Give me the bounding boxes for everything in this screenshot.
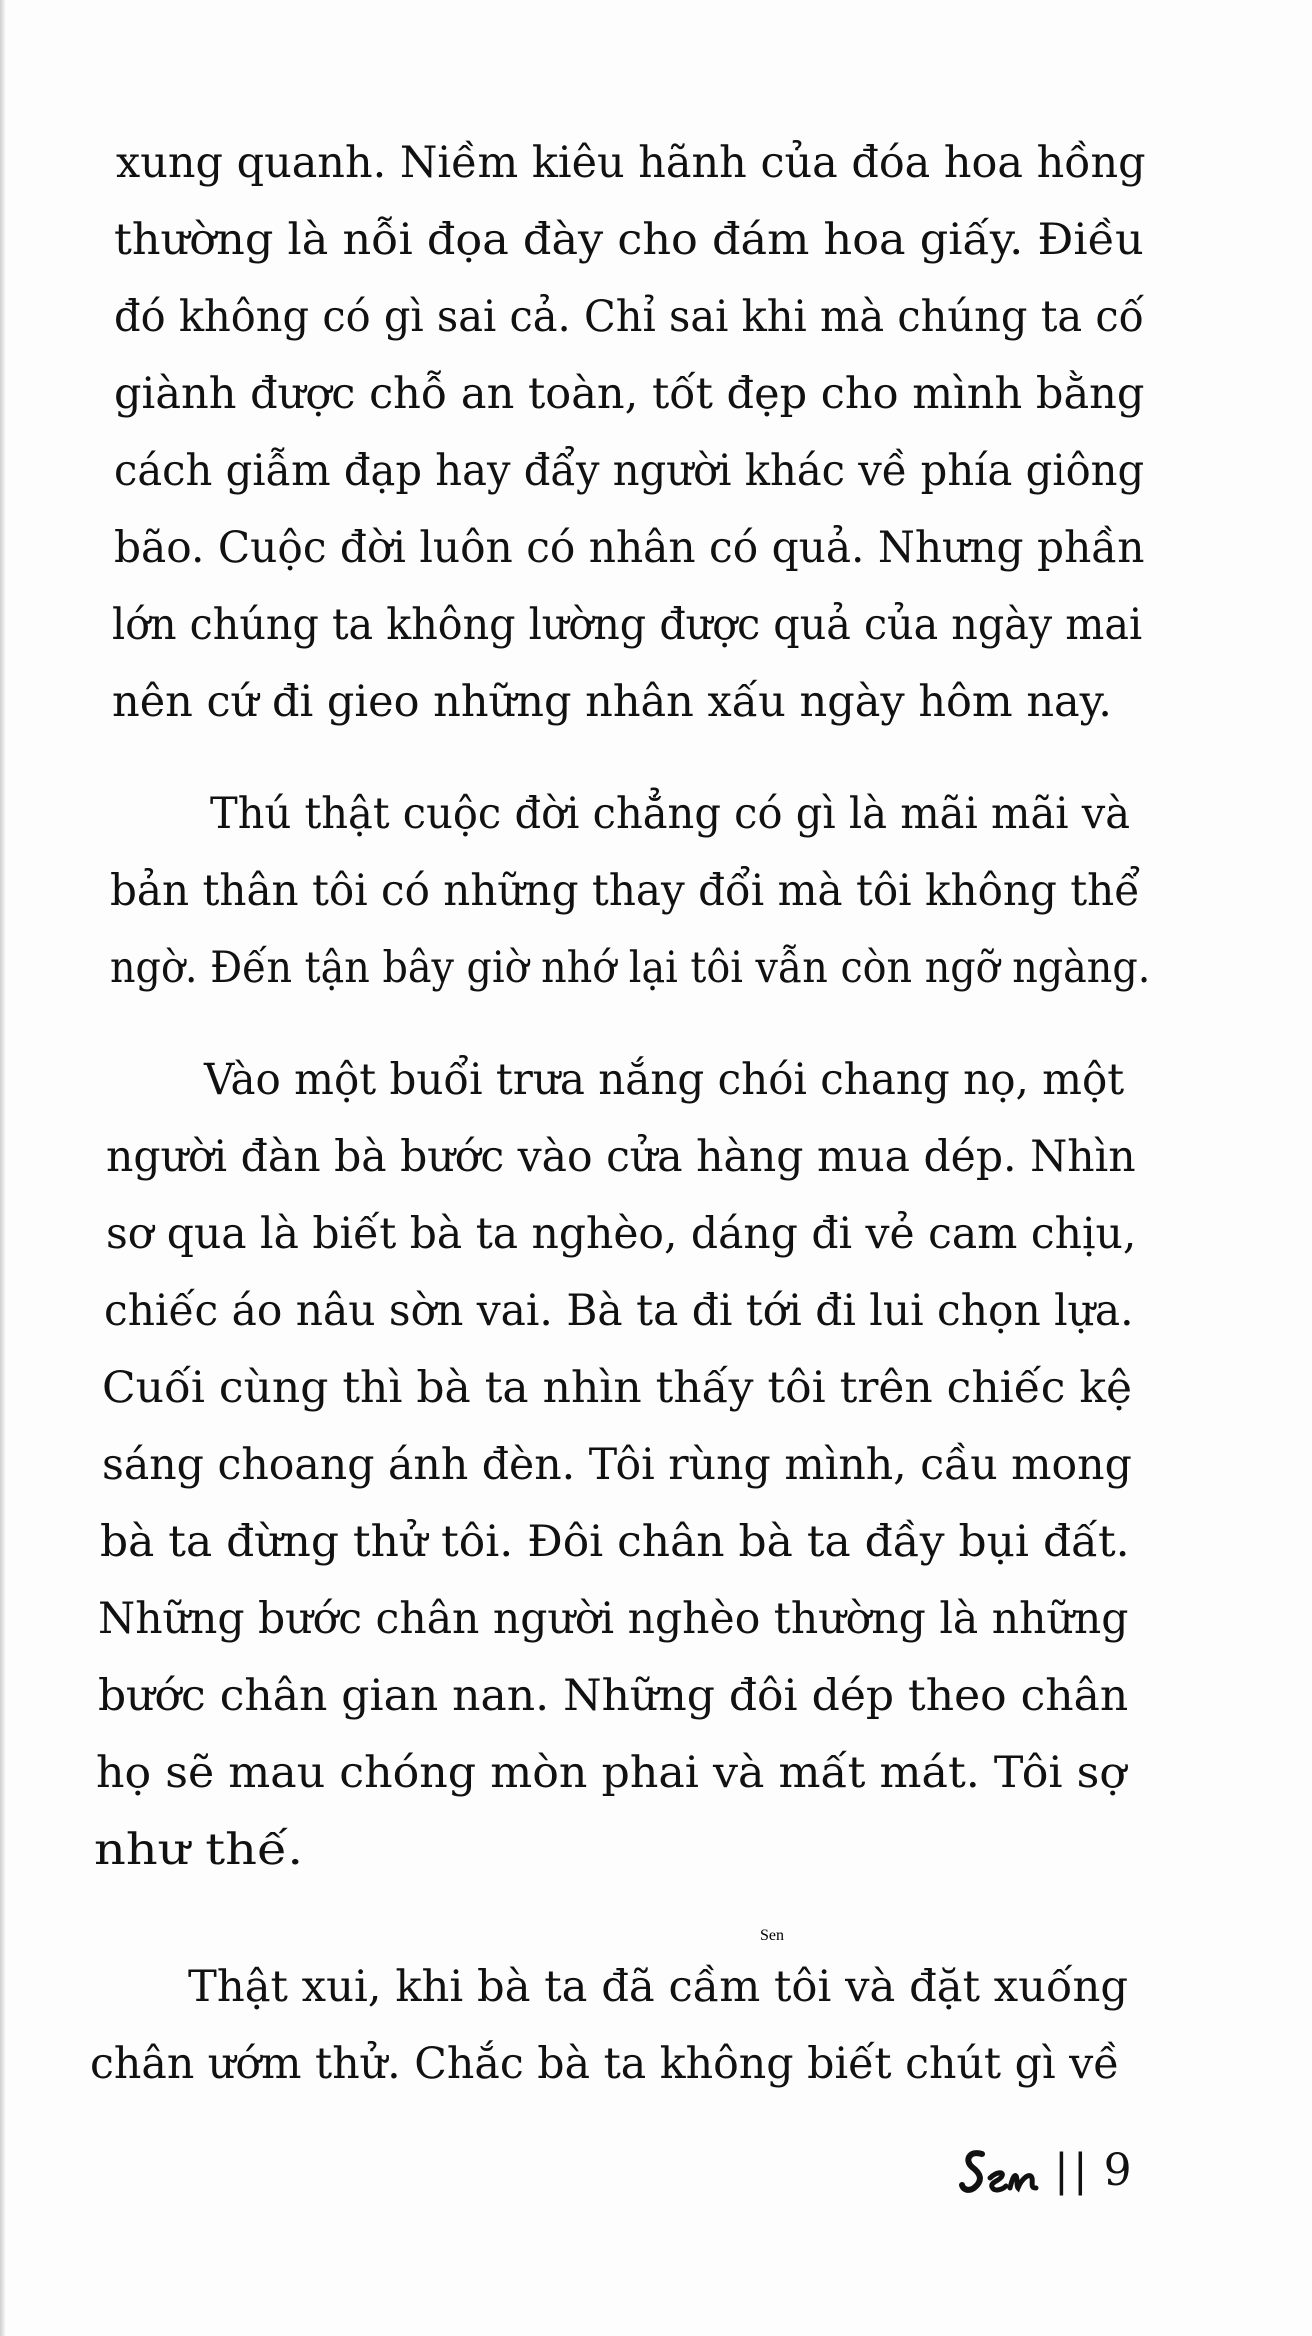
text-line: Thật xui, khi bà ta đã cầm tôi và đặt xuống — [188, 1962, 1129, 2012]
text-line: giành được chỗ an toàn, tốt đẹp cho mình bằng — [114, 369, 1145, 419]
text-line: họ sẽ mau chóng mòn phai và mất mát. Tôi sợ — [96, 1748, 1127, 1798]
text-line: nên cứ đi gieo những nhân xấu ngày hôm nay. — [112, 677, 1112, 727]
text-line: bước chân gian nan. Những đôi dép theo chân — [98, 1671, 1129, 1721]
text-line: như thế. — [94, 1825, 304, 1875]
page-number: 9 — [1103, 2144, 1132, 2196]
text-line: bão. Cuộc đời luôn có nhân có quả. Nhưng phần — [114, 523, 1145, 573]
text-line: thường là nỗi đọa đày cho đám hoa giấy. Điều — [114, 215, 1144, 265]
text-line: chân ướm thử. Chắc bà ta không biết chút gì về — [90, 2039, 1120, 2089]
publisher-logo — [760, 1927, 1042, 2200]
text-line: chiếc áo nâu sờn vai. Bà ta đi tới đi lui chọn lựa. — [104, 1286, 1134, 1336]
text-line: ngờ. Đến tận bây giờ nhớ lại tôi vẫn còn ngỡ ngàng. — [110, 943, 1151, 993]
page-footer — [760, 1927, 1132, 2205]
text-line: đó không có gì sai cả. Chỉ sai khi mà chúng ta cố — [114, 292, 1145, 342]
text-line: sáng choang ánh đèn. Tôi rùng mình, cầu mong — [102, 1440, 1132, 1490]
text-line: bản thân tôi có những thay đổi mà tôi không thể — [110, 866, 1141, 916]
text-line: cách giẫm đạp hay đẩy người khác về phía giông — [114, 446, 1145, 496]
text-line: Những bước chân người nghèo thường là những — [98, 1594, 1129, 1644]
text-line: xung quanh. Niềm kiêu hãnh của đóa hoa hồng — [116, 138, 1146, 188]
text-line: lớn chúng ta không lường được quả của ngày mai — [112, 600, 1143, 650]
text-line: bà ta đừng thử tôi. Đôi chân bà ta đầy bụi đất. — [100, 1517, 1130, 1567]
text-line: người đàn bà bước vào cửa hàng mua dép. Nhìn — [106, 1132, 1136, 1182]
page-edge-shadow — [0, 0, 6, 2336]
text-line: Vào một buổi trưa nắng chói chang nọ, một — [204, 1055, 1125, 1105]
publisher-logo-text: Sen — [760, 1927, 784, 1944]
text-line: Thú thật cuộc đời chẳng có gì là mãi mãi và — [210, 789, 1131, 839]
text-line: sơ qua là biết bà ta nghèo, dáng đi vẻ cam chịu, — [106, 1209, 1137, 1259]
text-line: Cuối cùng thì bà ta nhìn thấy tôi trên chiếc kệ — [102, 1363, 1133, 1413]
page-number-separator: || — [1054, 2144, 1092, 2196]
